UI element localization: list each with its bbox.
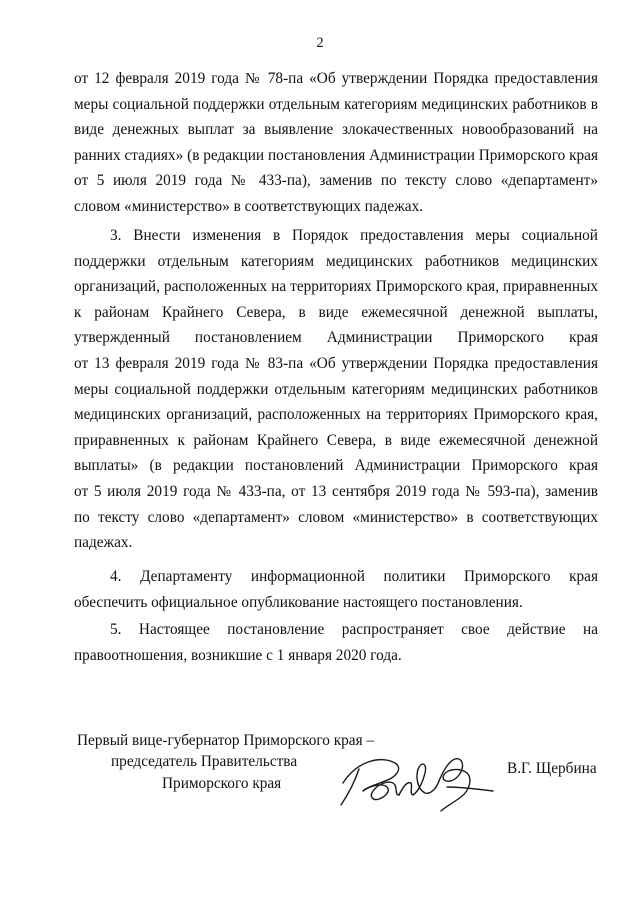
text-line: меры социальной поддержки отдельным категориям медицинских работников — [74, 380, 598, 398]
text-line: падежах. — [74, 534, 133, 552]
text-line: приравненных к районам Крайнего Севера, в виде ежемесячной денежной — [74, 431, 598, 449]
paragraph-continuation — [74, 66, 598, 220]
paragraph-item-3 — [74, 223, 598, 556]
text-line: к районам Крайнего Севера, в виде ежемесячной денежной выплаты, — [74, 303, 598, 321]
paragraph-item-5 — [74, 617, 598, 668]
text-line: от 5 июля 2019 года № 433-па), заменив по тексту слово «департамент» — [74, 172, 598, 190]
text-line: по тексту слово «департамент» словом «министерство» в соответствующих — [74, 508, 598, 526]
page-number: 2 — [316, 35, 324, 51]
text-line: ранних стадиях» (в редакции постановления Администрации Приморского края — [74, 146, 598, 164]
text-line: от 13 февраля 2019 года № 83-па «Об утверждении Порядка предоставления — [74, 354, 598, 372]
text-line: 5. Настоящее постановление распространяет свое действие на — [110, 621, 598, 638]
text-line: утвержденный постановлением Администрации Приморского края — [74, 329, 598, 347]
signer-name: В.Г. Щербина — [507, 760, 597, 777]
text-line: выплаты» (в редакции постановлений Администрации Приморского края — [74, 457, 598, 475]
paragraph-item-4 — [74, 564, 598, 615]
handwritten-signature — [337, 747, 497, 813]
signer-position-line-2: председатель Правительства — [111, 753, 298, 770]
text-line: медицинских организаций, расположенных на территориях Приморского края, — [74, 406, 598, 424]
text-line: от 12 февраля 2019 года № 78-па «Об утверждении Порядка предоставления — [74, 70, 598, 87]
text-line: обеспечить официальное опубликование настоящего постановления. — [74, 593, 523, 611]
text-line: правоотношения, возникшие с 1 января 2020 года. — [74, 646, 402, 664]
text-line: от 5 июля 2019 года № 433-па, от 13 сентября 2019 года № 593-па), заменив — [74, 482, 598, 500]
text-line: 3. Внести изменения в Порядок предоставления меры социальной — [110, 227, 598, 244]
text-line: меры социальной поддержки отдельным категориям медицинских работников в — [74, 95, 598, 113]
text-line: виде денежных выплат за выявление злокачественных новообразований на — [74, 121, 598, 139]
signer-position-line-1: Первый вице-губернатор Приморского края – — [77, 732, 375, 749]
text-line: организаций, расположенных на территориях Приморского края, приравненных — [74, 278, 598, 296]
text-line: поддержки отдельным категориям медицинских работников медицинских — [74, 252, 598, 270]
text-line: 4. Департаменту информационной политики Приморского края — [110, 568, 598, 585]
signer-position-line-3: Приморского края — [162, 775, 282, 792]
text-line: словом «министерство» в соответствующих падежах. — [74, 197, 424, 215]
